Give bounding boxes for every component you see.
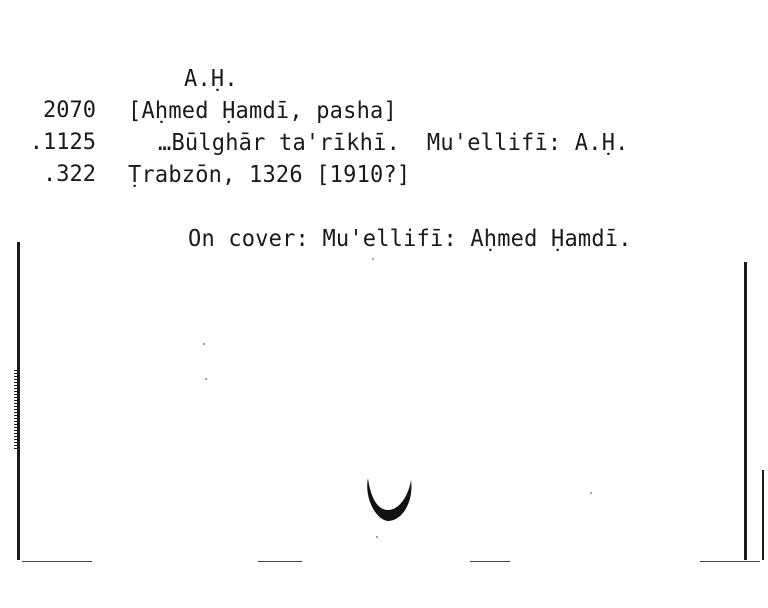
card-right-edge-outer (762, 470, 764, 560)
card-punch-hole (362, 464, 414, 524)
card-bottom-edge-segment (700, 561, 760, 562)
card-left-edge-texture (14, 370, 18, 450)
author-line: [Aḥmed Ḥamdī, pasha] (128, 98, 397, 125)
title-line: …Būlghār ta'rīkhī. Mu'ellifī: A.Ḥ. (158, 130, 629, 157)
card-right-edge (744, 262, 747, 560)
paper-speck (376, 536, 378, 538)
card-heading: A.Ḥ. (184, 66, 238, 93)
paper-speck (590, 492, 592, 494)
card-bottom-edge-segment (470, 561, 510, 562)
card-bottom-edge-segment (258, 561, 302, 562)
call-number-line-1: 2070 (43, 98, 96, 123)
note-line: On cover: Mu'ellifī: Aḥmed Ḥamdī. (188, 226, 632, 253)
call-number-line-2: .1125 (29, 130, 96, 155)
imprint-line: Ṭrabzōn, 1326 [1910?] (128, 162, 411, 189)
call-number-line-3: .322 (43, 162, 96, 187)
paper-speck (205, 378, 207, 380)
paper-speck (372, 258, 374, 260)
paper-speck (203, 343, 205, 345)
card-bottom-edge-segment (22, 561, 92, 562)
